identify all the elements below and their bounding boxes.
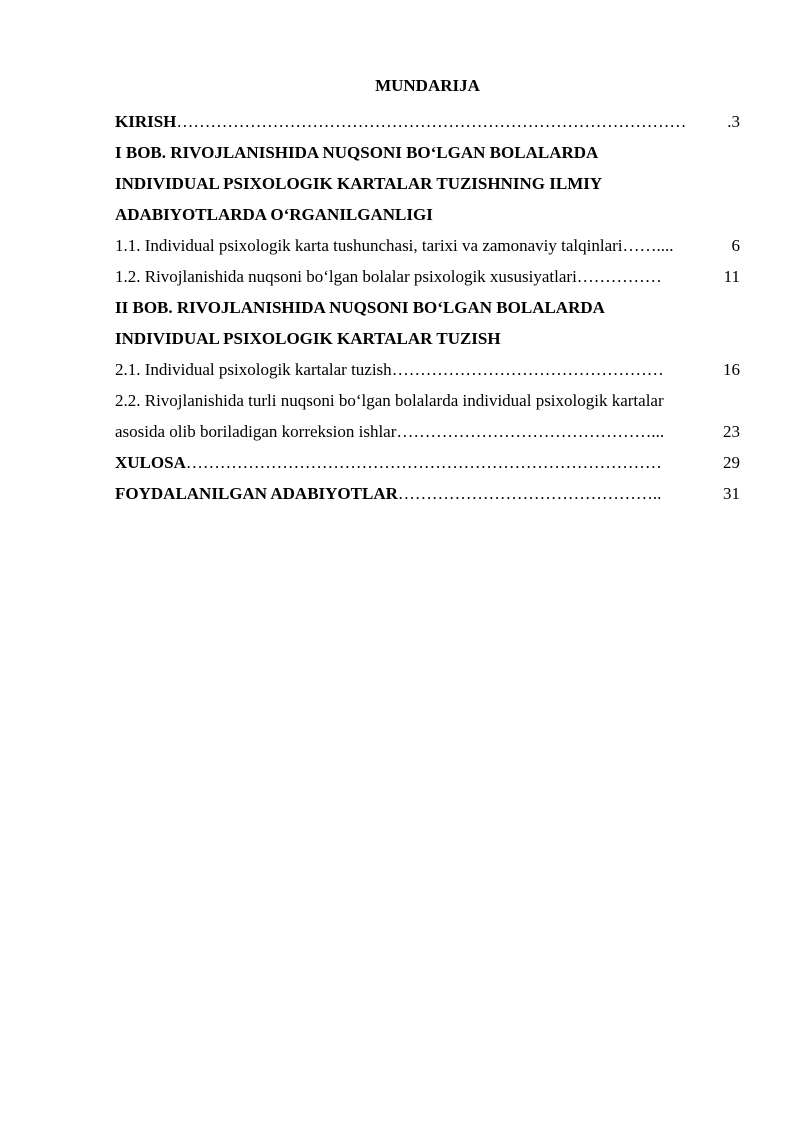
toc-heading-line: ADABIYOTLARDA O‘RGANILGANLIGI (115, 205, 433, 224)
toc-page-number: 16 (723, 360, 740, 379)
toc-entry-label: 2.1. Individual psixologik kartalar tuzish (115, 360, 392, 379)
toc-entry-2-1[interactable] (115, 354, 740, 385)
table-of-contents-page (115, 76, 740, 509)
toc-heading-line: INDIVIDUAL PSIXOLOGIK KARTALAR TUZISH (115, 329, 501, 348)
toc-entry-continuation (115, 416, 740, 447)
toc-page-number: 31 (723, 484, 740, 503)
toc-leader-dots: ……………………………………………………………………………… (176, 112, 687, 131)
toc-entry-1-2[interactable] (115, 261, 740, 292)
toc-leader-dots: ………………………………………... (396, 422, 665, 441)
toc-page-number: 29 (723, 453, 740, 472)
toc-entry-label: KIRISH (115, 112, 177, 131)
toc-page-number: 6 (731, 236, 740, 255)
toc-entry-label: asosida olib boriladigan korreksion ishlar (115, 422, 397, 441)
toc-leader-dots: …….... (622, 236, 674, 255)
toc-entry-label: 1.2. Rivojlanishida nuqsoni bo‘lgan bolalar psixologik xususiyatlari (115, 267, 577, 286)
toc-entry-label: FOYDALANILGAN ADABIYOTLAR (115, 484, 398, 503)
toc-entry-xulosa[interactable] (115, 447, 740, 478)
toc-chapter-1-heading[interactable] (115, 137, 740, 230)
toc-leader-dots: ………………………………………… (391, 360, 664, 379)
toc-entry-label: XULOSA (115, 453, 186, 472)
toc-page-number: .3 (727, 112, 740, 131)
toc-chapter-2-heading[interactable] (115, 292, 740, 354)
toc-entry-kirish[interactable] (115, 106, 740, 137)
toc-entry-1-1[interactable] (115, 230, 740, 261)
toc-heading-line: INDIVIDUAL PSIXOLOGIK KARTALAR TUZISHNING ILMIY (115, 174, 603, 193)
toc-page-number: 23 (723, 422, 740, 441)
toc-heading-line: I BOB. RIVOJLANISHIDA NUQSONI BO‘LGAN BOLALARDA (115, 143, 599, 162)
toc-leader-dots: ………………………………………………………………………… (185, 453, 662, 472)
toc-leader-dots: …………… (576, 267, 662, 286)
toc-heading-line: II BOB. RIVOJLANISHIDA NUQSONI BO‘LGAN BOLALARDA (115, 298, 605, 317)
toc-leader-dots: ……………………………………….. (397, 484, 662, 503)
toc-entry-references[interactable] (115, 478, 740, 509)
page-title: MUNDARIJA (375, 76, 480, 95)
toc-entry-label: 1.1. Individual psixologik karta tushunchasi, tarixi va zamonaviy talqinlari (115, 236, 623, 255)
toc-entry-label-line: 2.2. Rivojlanishida turli nuqsoni bo‘lgan bolalarda individual psixologik kartalar (115, 391, 664, 410)
toc-page-number: 11 (723, 267, 740, 286)
toc-entry-2-2[interactable] (115, 385, 740, 447)
